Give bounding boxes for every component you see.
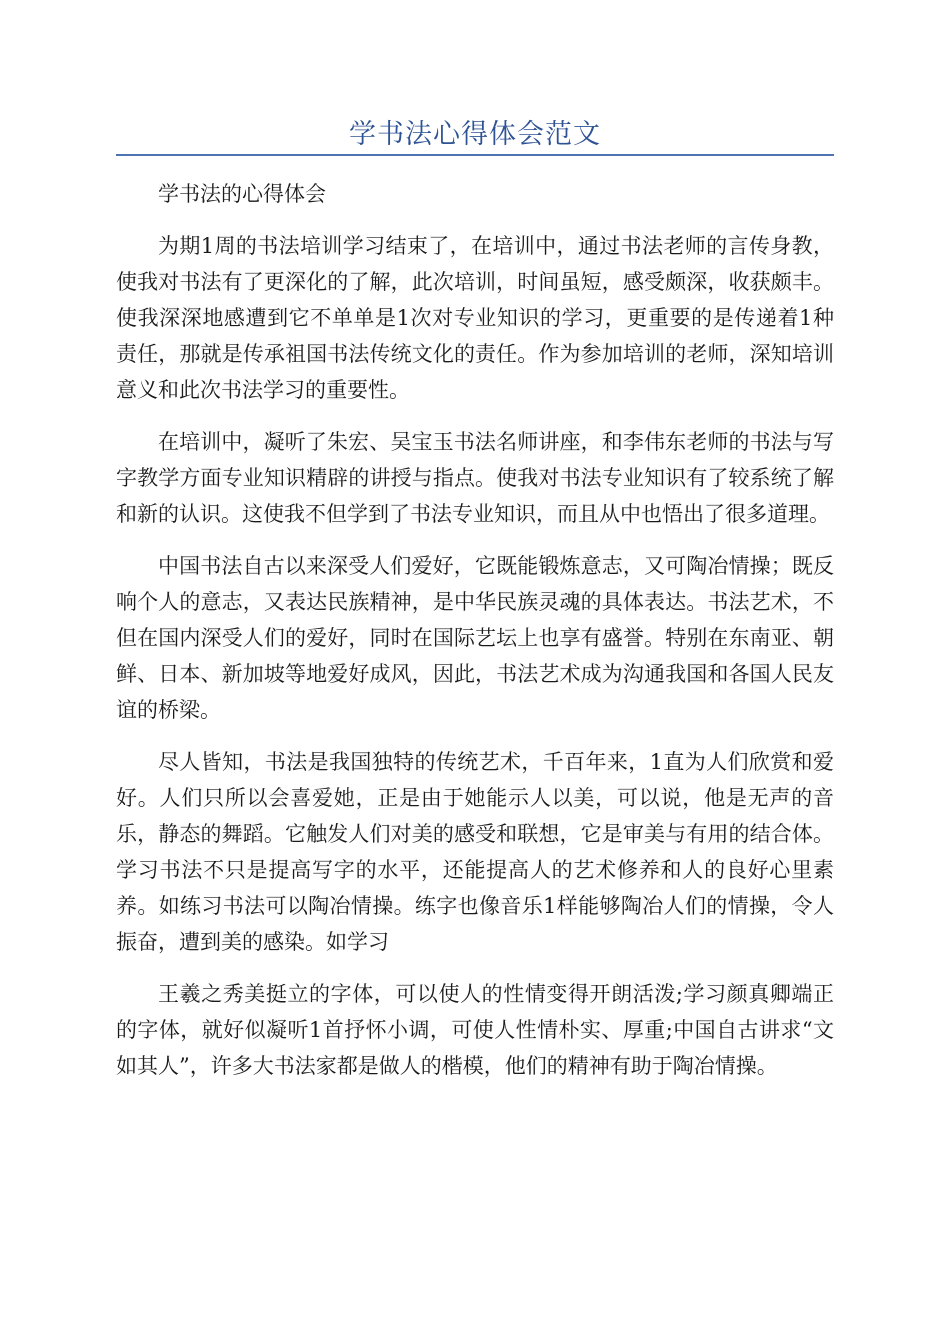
body-paragraph: 为期1周的书法培训学习结束了，在培训中，通过书法老师的言传身教，使我对书法有了更深化的了解，此次培训，时间虽短，感受颇深，收获颇丰。使我深深地感遭到它不单单是1次对专业知识的学习，更重要的是传递着1种责任，那就是传承祖国书法传统文化的责任。作为参加培训的老师，深知培训意义和此次书法学习的重要性。 [116,234,834,402]
document-body [116,176,834,1100]
title-divider [116,154,834,156]
body-paragraph: 王羲之秀美挺立的字体，可以使人的性情变得开朗活泼;学习颜真卿端正的字体，就好似凝听1首抒怀小调，可使人性情朴实、厚重;中国自古讲求“文如其人”，许多大书法家都是做人的楷模，他们的精神有助于陶冶情操。 [116,982,834,1078]
document-title: 学书法心得体会范文 [349,119,601,150]
body-paragraph: 在培训中，凝听了朱宏、吴宝玉书法名师讲座，和李伟东老师的书法与写字教学方面专业知识精辟的讲授与指点。使我对书法专业知识有了较系统了解和新的认识。这使我不但学到了书法专业知识，而且从中也悟出了很多道理。 [116,430,834,526]
subtitle-paragraph: 学书法的心得体会 [158,182,326,206]
body-paragraph: 尽人皆知，书法是我国独特的传统艺术，千百年来，1直为人们欣赏和爱好。人们只所以会喜爱她，正是由于她能示人以美，可以说，他是无声的音乐，静态的舞蹈。它触发人们对美的感受和联想，它是审美与有用的结合体。学习书法不只是提高写字的水平，还能提高人的艺术修养和人的良好心里素养。如练习书法可以陶冶情操。练字也像音乐1样能够陶冶人们的情操，令人振奋，遭到美的感染。如学习 [116,750,834,954]
body-paragraph: 中国书法自古以来深受人们爱好，它既能锻炼意志，又可陶冶情操；既反响个人的意志，又表达民族精神，是中华民族灵魂的具体表达。书法艺术，不但在国内深受人们的爱好，同时在国际艺坛上也享有盛誉。特别在东南亚、朝鲜、日本、新加坡等地爱好成风，因此，书法艺术成为沟通我国和各国人民友谊的桥梁。 [116,554,834,722]
